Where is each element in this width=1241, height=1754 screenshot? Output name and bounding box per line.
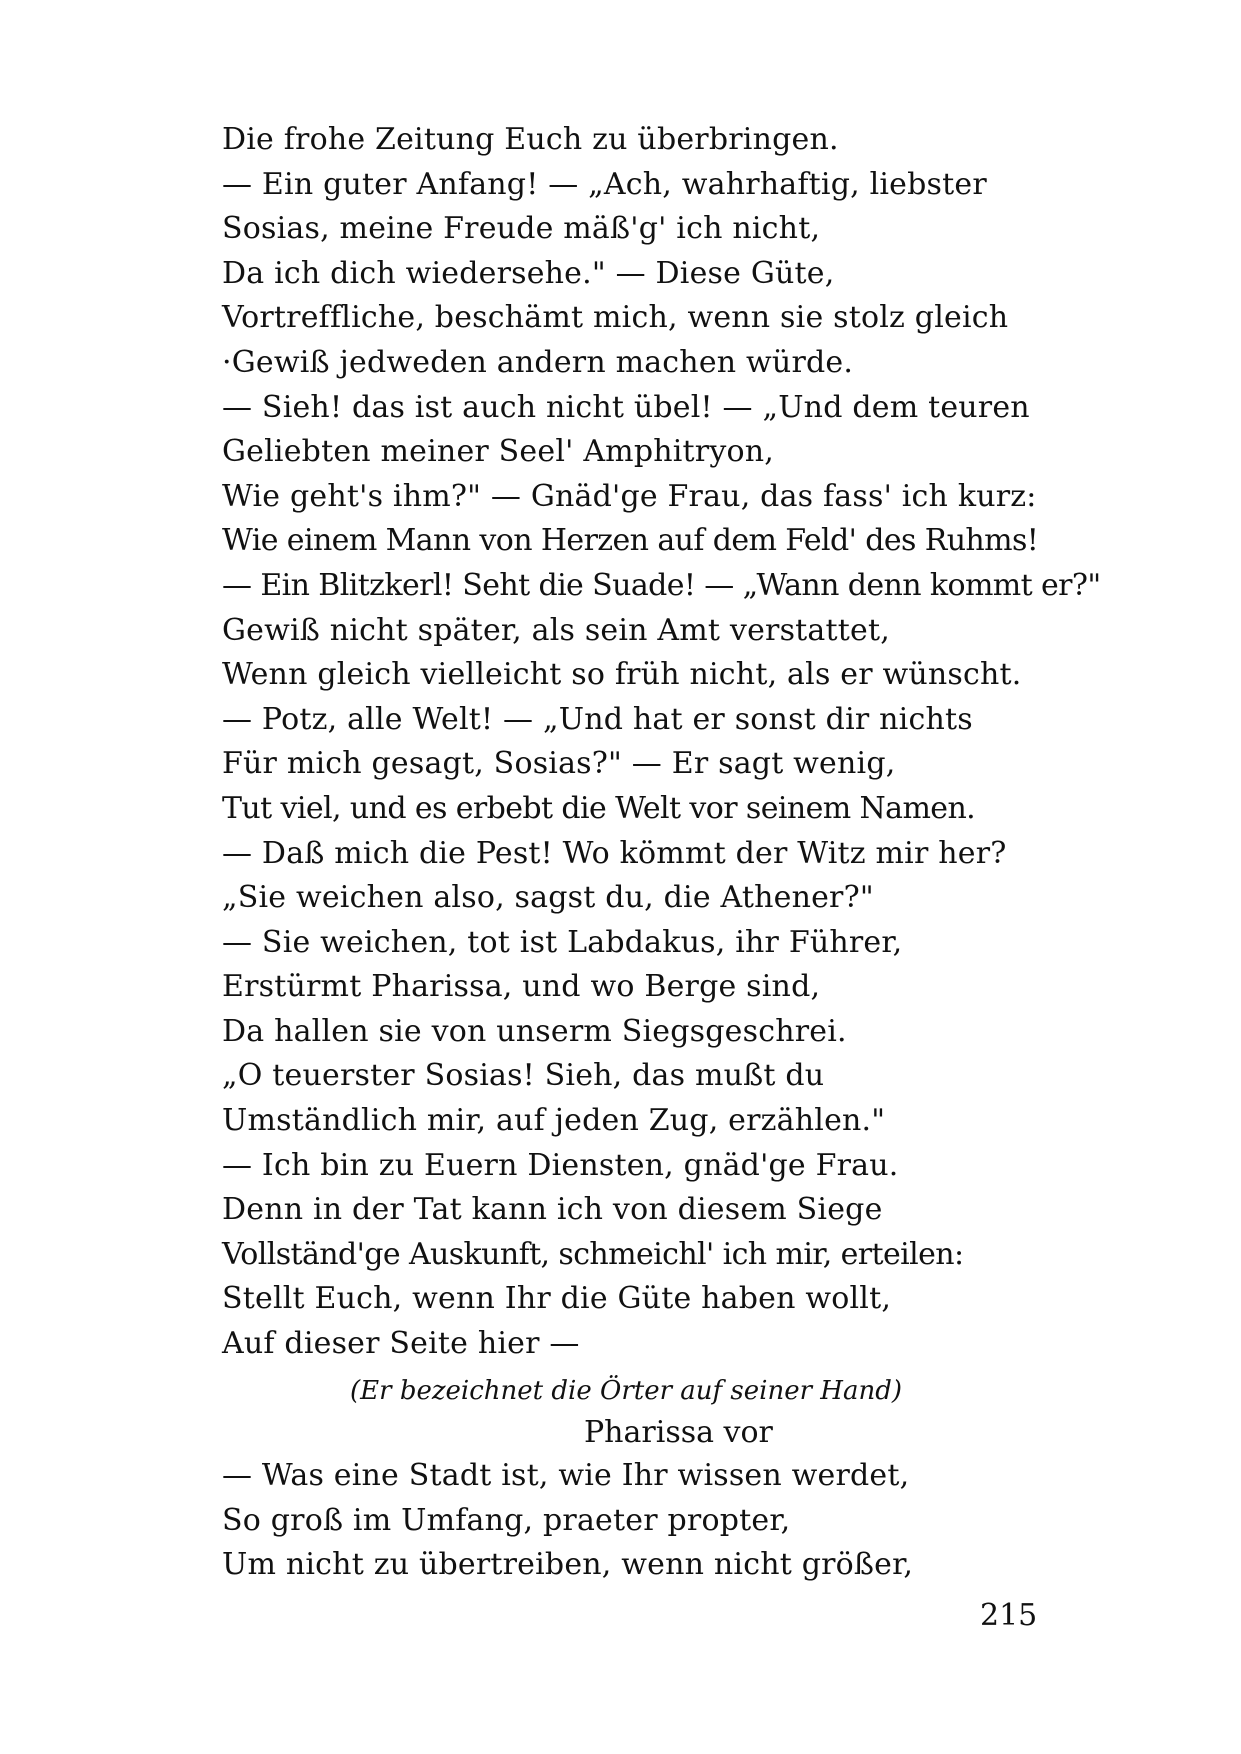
- verse-line: Denn in der Tat kann ich von diesem Siege: [222, 1192, 883, 1228]
- verse-line: Die frohe Zeitung Euch zu überbringen.: [222, 122, 839, 157]
- stage-direction: (Er bezeichnet die Örter auf seiner Hand): [350, 1376, 902, 1406]
- verse-line: Tut viel, und es erbebt die Welt vor seinem Namen.: [222, 790, 976, 826]
- verse-line: So groß im Umfang, praeter propter,: [222, 1502, 791, 1538]
- verse-line: Wie geht's ihm?" — Gnäd'ge Frau, das fass' ich kurz:: [222, 478, 1037, 514]
- verse-line: Da ich dich wiedersehe." — Diese Güte,: [222, 255, 835, 291]
- verse-line: — Ein guter Anfang! — „Ach, wahrhaftig, liebster: [222, 166, 987, 202]
- verse-line: — Ich bin zu Euern Diensten, gnäd'ge Frau.: [222, 1147, 899, 1183]
- verse-line: — Potz, alle Welt! — „Und hat er sonst dir nichts: [222, 701, 973, 737]
- verse-line: Sosias, meine Freude mäß'g' ich nicht,: [222, 211, 821, 247]
- verse-line: Umständlich mir, auf jeden Zug, erzählen.": [222, 1103, 886, 1139]
- verse-line: Für mich gesagt, Sosias?" — Er sagt wenig,: [222, 746, 896, 782]
- verse-line: Geliebten meiner Seel' Amphitryon,: [222, 434, 775, 470]
- verse-line: Gewiß nicht später, als sein Amt verstattet,: [222, 612, 890, 648]
- verse-line: ·Gewiß jedweden andern machen würde.: [222, 344, 854, 380]
- verse-block: [222, 118, 1122, 1367]
- verse-line: Auf dieser Seite hier —: [222, 1326, 580, 1362]
- verse-line: Wie einem Mann von Herzen auf dem Feld' des Ruhms!: [222, 523, 1039, 559]
- verse-line: — Daß mich die Pest! Wo kömmt der Witz mir her?: [222, 835, 1007, 871]
- verse-line: Wenn gleich vielleicht so früh nicht, als er wünscht.: [222, 657, 1022, 693]
- verse-line: „Sie weichen also, sagst du, die Athener?": [222, 880, 874, 916]
- verse-block-continued: [222, 1454, 913, 1588]
- page-number: 215: [980, 1598, 1038, 1633]
- verse-line: Um nicht zu übertreiben, wenn nicht größer,: [222, 1547, 914, 1583]
- verse-line: — Was eine Stadt ist, wie Ihr wissen werdet,: [222, 1458, 910, 1493]
- verse-line: — Sie weichen, tot ist Labdakus, ihr Führer,: [222, 924, 903, 960]
- verse-line: Da hallen sie von unserm Siegsgeschrei.: [222, 1013, 847, 1049]
- verse-line: Vortreffliche, beschämt mich, wenn sie stolz gleich: [222, 300, 1009, 336]
- verse-line: „O teuerster Sosias! Sieh, das mußt du: [222, 1058, 825, 1094]
- verse-line: Stellt Euch, wenn Ihr die Güte haben wollt,: [222, 1281, 892, 1317]
- verse-line: Erstürmt Pharissa, und wo Berge sind,: [222, 969, 821, 1005]
- verse-line: Vollständ'ge Auskunft, schmeichl' ich mir, erteilen:: [222, 1236, 964, 1272]
- verse-line: — Sieh! das ist auch nicht übel! — „Und dem teuren: [222, 389, 1030, 425]
- place-label: Pharissa vor: [584, 1415, 773, 1450]
- verse-line: — Ein Blitzkerl! Seht die Suade! — „Wann denn kommt er?": [222, 567, 1101, 603]
